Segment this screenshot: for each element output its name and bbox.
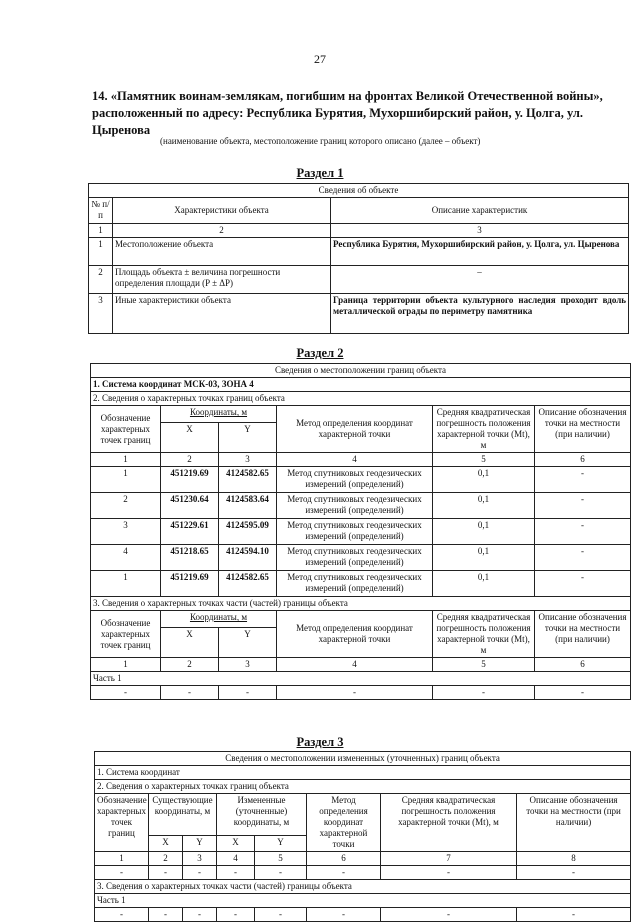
col-number: 3 (331, 224, 629, 238)
col-number: 6 (307, 852, 381, 866)
header-y: Y (219, 423, 277, 453)
point-method: Метод спутниковых геодезических измерений (определений) (277, 519, 433, 545)
heading-note: (наименование объекта, местоположение границ которого описано (далее – объект) (160, 136, 481, 146)
header-existing: Существующие координаты, м (149, 794, 217, 836)
row-value: Республика Бурятия, Мухоршибирский район, у. Цолга, ул. Цыренова (331, 238, 629, 266)
point-id: 3 (91, 519, 161, 545)
point-error: 0,1 (433, 545, 535, 571)
point-id: 4 (91, 545, 161, 571)
row-number: 3 (89, 294, 113, 334)
empty-cell: - (219, 686, 277, 700)
header-designation: Обозначение характерных точек границ (91, 406, 161, 453)
header-changed: Измененные (уточненные) координаты, м (217, 794, 307, 836)
empty-cell: - (433, 686, 535, 700)
empty-cell: - (277, 686, 433, 700)
point-error: 0,1 (433, 467, 535, 493)
section3-title: Раздел 3 (296, 735, 344, 749)
point-method: Метод спутниковых геодезических измерений (определений) (277, 571, 433, 597)
header-coords: Координаты, м (161, 611, 277, 628)
header-desc: Описание обозначения точки на местности (при наличии) (535, 611, 631, 658)
empty-cell: - (535, 686, 631, 700)
point-desc: - (535, 571, 631, 597)
point-desc: - (535, 545, 631, 571)
coordinate-system: 1. Система координат (95, 766, 631, 780)
point-error: 0,1 (433, 519, 535, 545)
point-id: 2 (91, 493, 161, 519)
section2-title: Раздел 2 (296, 346, 344, 360)
empty-cell: - (517, 866, 631, 880)
row-number: 1 (89, 238, 113, 266)
point-x: 451219.69 (161, 571, 219, 597)
header-coords: Координаты, м (161, 406, 277, 423)
header-x: X (217, 835, 255, 851)
col-number: 1 (91, 658, 161, 672)
header-desc: Описание обозначения точки на местности (при наличии) (535, 406, 631, 453)
header-characteristics: Характеристики объекта (113, 198, 331, 224)
header-method: Метод определения координат характерной точки (277, 611, 433, 658)
section3-caption: Сведения о местоположении измененных (уточненных) границ объекта (95, 752, 631, 766)
header-y: Y (255, 835, 307, 851)
header-method: Метод определения координат характерной точки (277, 406, 433, 453)
col-number: 3 (219, 453, 277, 467)
col-number: 5 (433, 453, 535, 467)
section1-caption: Сведения об объекте (89, 184, 629, 198)
points-subheading: 2. Сведения о характерных точках границ объекта (95, 780, 631, 794)
col-number: 8 (517, 852, 631, 866)
header-y: Y (183, 835, 217, 851)
parts-subheading: 3. Сведения о характерных точках части (частей) границы объекта (95, 880, 631, 894)
header-x: X (161, 423, 219, 453)
col-number: 3 (219, 658, 277, 672)
row-name: Площадь объекта ± величина погрешности определения площади (P ± ΔP) (113, 266, 331, 294)
point-method: Метод спутниковых геодезических измерений (определений) (277, 545, 433, 571)
header-method: Метод определения координат характерной точки (307, 794, 381, 852)
point-y: 4124595.09 (219, 519, 277, 545)
empty-cell: - (217, 866, 255, 880)
header-number: № п/п (89, 198, 113, 224)
row-name: Иные характеристики объекта (113, 294, 331, 334)
row-value: Граница территории объекта культурного наследия проходит вдоль металлической ограды по периметру памятника (331, 294, 629, 334)
parts-subheading: 3. Сведения о характерных точках части (частей) границы объекта (91, 597, 631, 611)
col-number: 4 (277, 453, 433, 467)
part-label: Часть 1 (91, 672, 631, 686)
empty-cell: - (255, 866, 307, 880)
point-y: 4124594.10 (219, 545, 277, 571)
coordinate-system: 1. Система координат МСК-03, ЗОНА 4 (91, 378, 631, 392)
col-number: 1 (91, 453, 161, 467)
col-number: 1 (89, 224, 113, 238)
col-number: 5 (433, 658, 535, 672)
row-number: 2 (89, 266, 113, 294)
section1-table (88, 183, 629, 334)
section2-caption: Сведения о местоположении границ объекта (91, 364, 631, 378)
point-desc: - (535, 519, 631, 545)
header-error: Средняя квадратическая погрешность положения характерной точки (Mt), м (433, 406, 535, 453)
part-label: Часть 1 (95, 894, 631, 908)
empty-cell: - (217, 908, 255, 922)
point-desc: - (535, 493, 631, 519)
header-error: Средняя квадратическая погрешность положения характерной точки (Mt), м (381, 794, 517, 852)
document-heading: 14. «Памятник воинам-землякам, погибшим на фронтах Великой Отечественной войны», расположенный по адресу: Республика Бурятия, Мухоршибирский район, у. Цолга, ул. Цыренова (92, 89, 603, 137)
row-name: Местоположение объекта (113, 238, 331, 266)
col-number: 1 (95, 852, 149, 866)
empty-cell: - (381, 908, 517, 922)
empty-cell: - (307, 908, 381, 922)
point-y: 4124583.64 (219, 493, 277, 519)
col-number: 7 (381, 852, 517, 866)
point-id: 1 (91, 467, 161, 493)
empty-cell: - (149, 866, 183, 880)
row-value: – (331, 266, 629, 294)
section2-table (90, 363, 631, 700)
point-error: 0,1 (433, 493, 535, 519)
point-method: Метод спутниковых геодезических измерений (определений) (277, 493, 433, 519)
empty-cell: - (381, 866, 517, 880)
empty-cell: - (95, 866, 149, 880)
col-number: 6 (535, 453, 631, 467)
header-x: X (161, 628, 219, 658)
empty-cell: - (307, 866, 381, 880)
col-number: 2 (149, 852, 183, 866)
empty-cell: - (95, 908, 149, 922)
point-y: 4124582.65 (219, 467, 277, 493)
col-number: 6 (535, 658, 631, 672)
col-number: 4 (217, 852, 255, 866)
empty-cell: - (517, 908, 631, 922)
empty-cell: - (161, 686, 219, 700)
col-number: 2 (161, 453, 219, 467)
col-number: 4 (277, 658, 433, 672)
header-designation: Обозначение характерных точек границ (91, 611, 161, 658)
page-number: 27 (314, 52, 326, 66)
empty-cell: - (149, 908, 183, 922)
empty-cell: - (91, 686, 161, 700)
col-number: 2 (161, 658, 219, 672)
points-subheading: 2. Сведения о характерных точках границ объекта (91, 392, 631, 406)
header-description: Описание характеристик (331, 198, 629, 224)
point-x: 451219.69 (161, 467, 219, 493)
header-x: X (149, 835, 183, 851)
empty-cell: - (183, 908, 217, 922)
point-y: 4124582.65 (219, 571, 277, 597)
header-designation: Обозначение характерных точек границ (95, 794, 149, 852)
point-x: 451229.61 (161, 519, 219, 545)
point-method: Метод спутниковых геодезических измерений (определений) (277, 467, 433, 493)
header-desc: Описание обозначения точки на местности (при наличии) (517, 794, 631, 852)
col-number: 5 (255, 852, 307, 866)
point-desc: - (535, 467, 631, 493)
point-id: 1 (91, 571, 161, 597)
section1-title: Раздел 1 (296, 166, 344, 180)
col-number: 3 (183, 852, 217, 866)
empty-cell: - (183, 866, 217, 880)
point-x: 451218.65 (161, 545, 219, 571)
header-y: Y (219, 628, 277, 658)
section3-table (94, 751, 631, 922)
empty-cell: - (255, 908, 307, 922)
header-error: Средняя квадратическая погрешность положения характерной точки (Mt), м (433, 611, 535, 658)
point-x: 451230.64 (161, 493, 219, 519)
col-number: 2 (113, 224, 331, 238)
point-error: 0,1 (433, 571, 535, 597)
